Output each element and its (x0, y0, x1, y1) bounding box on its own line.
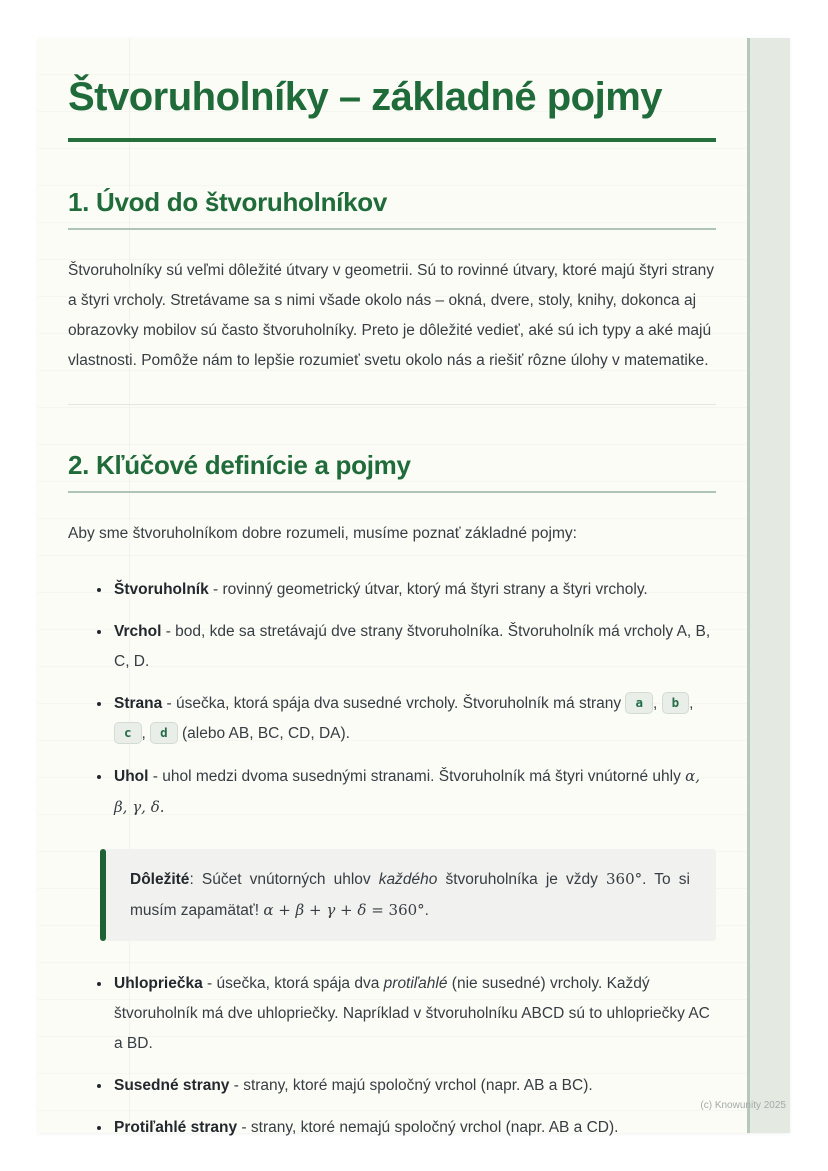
side-code-d: d (150, 722, 178, 744)
definitions-list (68, 575, 716, 823)
list-item-uhol (112, 761, 716, 823)
list-item-vrchol (112, 617, 716, 677)
section-divider (68, 404, 716, 405)
definition-text: - úsečka, ktorá spája dva (202, 975, 384, 992)
code-separator: , (689, 695, 694, 712)
degrees-value-math: 360° (388, 901, 425, 919)
list-item-strana (112, 689, 716, 749)
list-item-susedne-strany (112, 1071, 716, 1101)
callout-text (130, 864, 690, 926)
definition-term: Štvoruholník (114, 581, 209, 598)
definition-text: - rovinný geometrický útvar, ktorý má štyri strany a štyri vrcholy. (208, 581, 648, 598)
definition-text: - uhol medzi dvoma susednými stranami. Štvoruholník má štyri vnútorné uhly (148, 768, 686, 785)
definition-text: - úsečka, ktorá spája dva susedné vrcholy. Štvoruholník má strany (162, 695, 626, 712)
callout-segment: štvoruholníka je vždy (437, 871, 607, 888)
definition-emphasis: protiľahlé (383, 975, 448, 992)
side-code-a: a (625, 692, 653, 714)
copyright-footer: (c) Knowunity 2025 (700, 1100, 786, 1111)
callout-emphasis: každého (378, 871, 438, 888)
page-title: Štvoruholníky – základné pojmy (68, 75, 663, 119)
callout-segment: . (424, 902, 429, 919)
side-code-b: b (662, 692, 690, 714)
definition-text: - strany, ktoré majú spoločný vrchol (napr. AB a BC). (229, 1077, 593, 1094)
definition-text: - strany, ktoré nemajú spoločný vrchol (napr. AB a CD). (237, 1119, 619, 1136)
definition-text: (alebo AB, BC, CD, DA). (177, 725, 350, 742)
list-item-uhlopriecka (112, 969, 716, 1059)
important-callout (100, 849, 716, 941)
section-2-heading: 2. Kľúčové definície a pojmy (68, 450, 716, 493)
definition-text: - bod, kde sa stretávajú dve strany štvoruholníka. Štvoruholník má vrcholy A, B, C, D. (114, 623, 711, 670)
side-code-c: c (114, 722, 142, 744)
document-page (38, 38, 790, 1136)
definition-term: Vrchol (114, 623, 162, 640)
definition-term: Uhol (114, 768, 149, 785)
callout-label: Dôležité (130, 871, 190, 888)
callout-segment: . To si musím zapamätať! (130, 871, 690, 919)
code-separator: , (653, 695, 662, 712)
callout-segment: : Súčet vnútorných uhlov (189, 871, 379, 888)
definition-term: Susedné strany (114, 1077, 230, 1094)
definition-text: (nie susedné) vrcholy. Každý štvoruholník má dve uhlopriečky. Napríklad v štvoruholníku ABCD sú to uhlopriečky AC a BD. (114, 975, 710, 1052)
title-divider (68, 138, 716, 142)
section-definicie (68, 450, 716, 1143)
document-content (68, 38, 716, 1155)
section-1-heading: 1. Úvod do štvoruholníkov (68, 187, 716, 230)
code-separator: , (141, 725, 151, 742)
degrees-value-math: 360° (606, 870, 643, 888)
definitions-list-continued (68, 969, 716, 1143)
list-item-protilahle-strany (112, 1113, 716, 1143)
section-uvod (68, 187, 716, 376)
section-2-intro: Aby sme štvoruholníkom dobre rozumeli, musíme poznať základné pojmy: (68, 525, 577, 542)
definition-term: Uhlopriečka (114, 975, 203, 992)
list-item-stvoruholnik (112, 575, 716, 605)
angle-symbols-math: α, β, γ, δ. (114, 767, 701, 816)
angle-sum-formula-math: α + β + γ + δ = (263, 901, 389, 919)
definition-term: Protiľahlé strany (114, 1119, 238, 1136)
definition-term: Strana (114, 695, 163, 712)
page-right-stripe (747, 38, 790, 1133)
section-1-paragraph: Štvoruholníky sú veľmi dôležité útvary v geometrii. Sú to rovinné útvary, ktoré majú štyri strany a štyri vrcholy. Stretávame sa s nimi všade okolo nás – okná, dvere, stoly, knihy, dokonca aj obrazovky mobilov sú často štvoruholníky. Preto je dôležité vedieť, aké sú ich typy a aké majú vlastnosti. Pomôže nám to lepšie rozumieť svetu okolo nás a riešiť rôzne úlohy v matematike. (68, 262, 715, 369)
